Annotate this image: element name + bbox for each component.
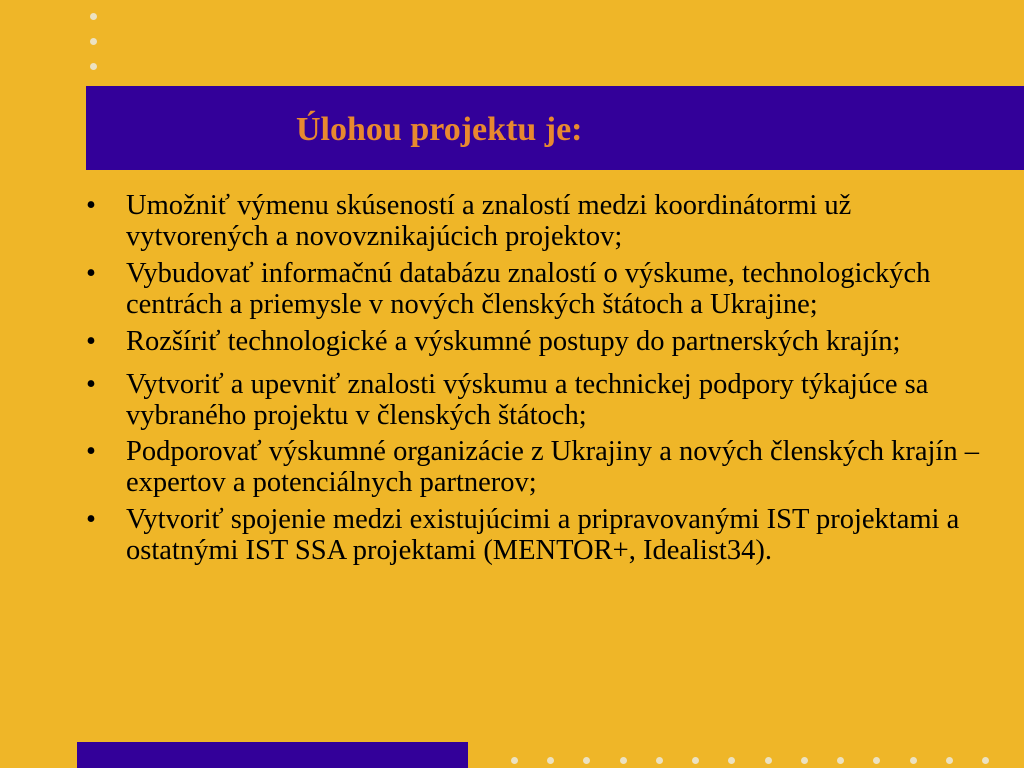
- bullet-icon: •: [86, 436, 96, 467]
- decor-dot: [90, 13, 97, 20]
- bullet-icon: •: [86, 369, 96, 400]
- bullet-item: [86, 504, 986, 566]
- bullet-item: [86, 436, 986, 498]
- decor-dot: [511, 757, 518, 764]
- bullet-icon: •: [86, 326, 96, 357]
- decor-dot: [583, 757, 590, 764]
- bullet-item: [86, 258, 986, 320]
- decor-dot: [801, 757, 808, 764]
- decor-dot: [90, 38, 97, 45]
- decor-dot: [765, 757, 772, 764]
- bullet-item: [86, 190, 986, 252]
- bullet-item: [86, 326, 986, 357]
- decor-dot: [910, 757, 917, 764]
- bullet-icon: •: [86, 190, 96, 221]
- decor-dot: [873, 757, 880, 764]
- decor-dot: [547, 757, 554, 764]
- decor-dot: [90, 63, 97, 70]
- bullet-text: Umožniť výmenu skúseností a znalostí medzi koordinátormi už vytvorených a novovznikajúcich projektov;: [126, 190, 852, 252]
- bullet-list: [86, 190, 986, 566]
- decor-dot: [982, 757, 989, 764]
- slide-title: Úlohou projektu je:: [296, 111, 583, 148]
- decor-dot: [692, 757, 699, 764]
- bullet-text: Podporovať výskumné organizácie z Ukrajiny a nových členských krajín – expertov a potenciálnych partnerov;: [126, 436, 979, 498]
- bullet-text: Vytvoriť spojenie medzi existujúcimi a pripravovanými IST projektami a ostatnými IST SSA projektami (MENTOR+, Idealist34).: [126, 504, 960, 566]
- decor-dot: [946, 757, 953, 764]
- decor-dot: [656, 757, 663, 764]
- decor-dot: [837, 757, 844, 764]
- bullet-text: Vybudovať informačnú databázu znalostí o výskume, technologických centrách a priemysle v nových členských štátoch a Ukrajine;: [126, 258, 931, 320]
- bullet-text: Rozšíriť technologické a výskumné postupy do partnerských krajín;: [126, 326, 901, 357]
- bullet-icon: •: [86, 504, 96, 535]
- bullet-icon: •: [86, 258, 96, 289]
- bullet-item: [86, 369, 986, 431]
- bottom-bar: [77, 742, 468, 768]
- decor-dot: [728, 757, 735, 764]
- decor-dot: [620, 757, 627, 764]
- bullet-text: Vytvoriť a upevniť znalosti výskumu a technickej podpory týkajúce sa vybraného projektu v členských štátoch;: [126, 369, 929, 431]
